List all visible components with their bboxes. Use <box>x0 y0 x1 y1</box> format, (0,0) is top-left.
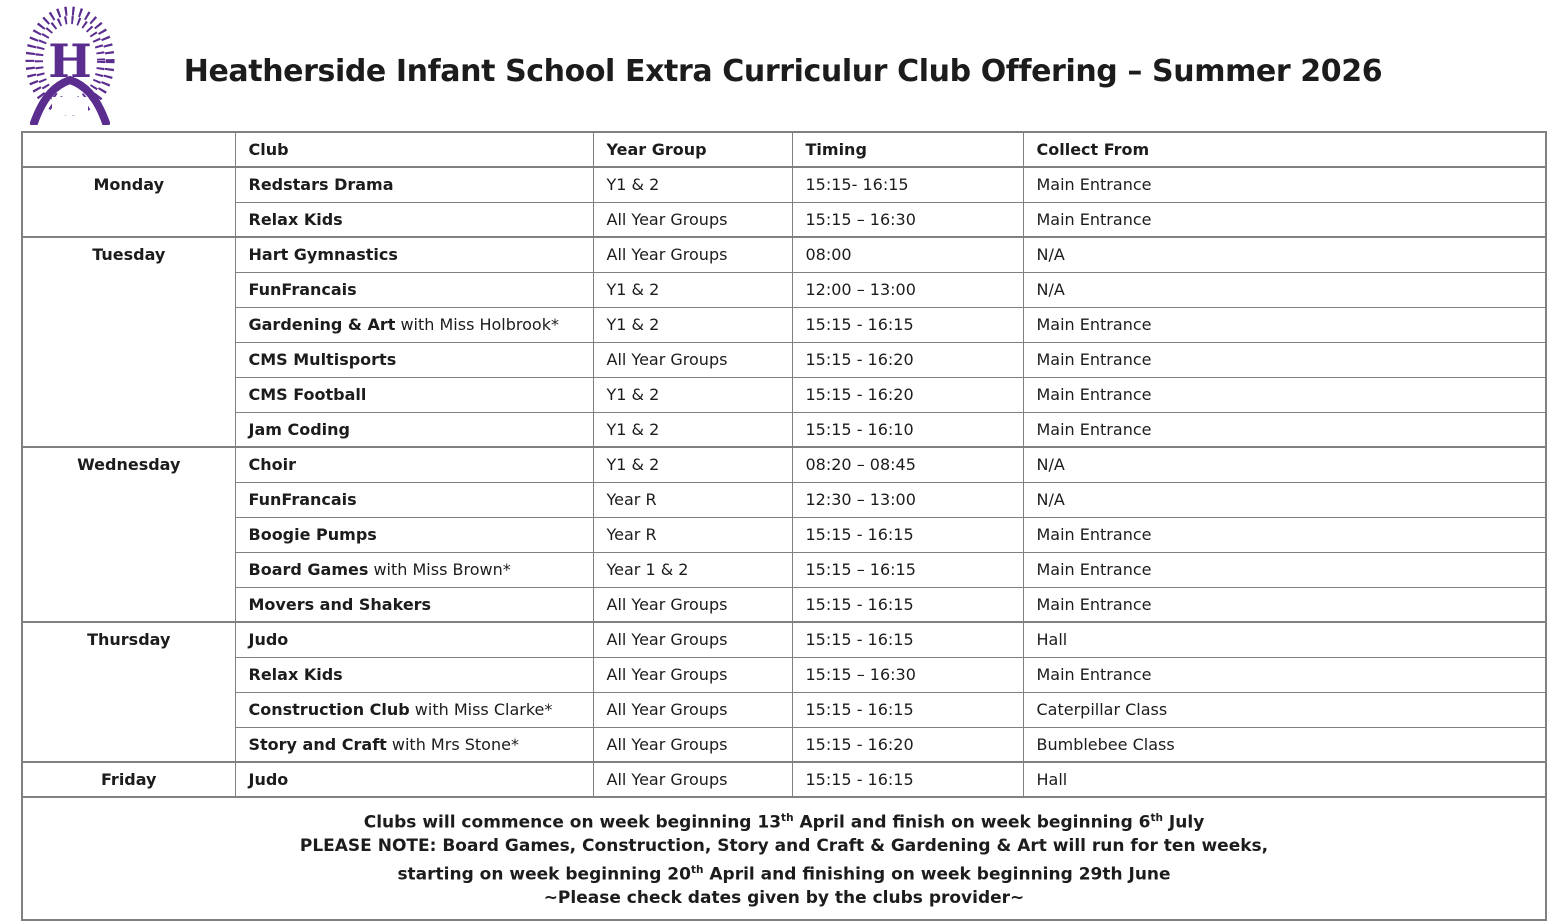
timing-cell: 15:15 - 16:10 <box>792 412 1023 447</box>
note-line-2: PLEASE NOTE: Board Games, Construction, Story and Craft & Gardening & Art will run for ten weeks, <box>299 836 1269 857</box>
club-note: with Miss Clarke* <box>409 700 553 719</box>
table-row <box>22 762 1546 797</box>
club-cell <box>235 202 593 237</box>
clubs-table <box>21 131 1547 921</box>
note-line-1 <box>33 807 1535 835</box>
club-note: with Mrs Stone* <box>386 734 519 754</box>
year-group-cell: Y1 & 2 <box>593 377 792 412</box>
table-row <box>22 447 1546 482</box>
timing-cell: 15:15 - 16:20 <box>792 342 1023 377</box>
club-name: Movers and Shakers <box>248 594 432 614</box>
timing-cell: 15:15 - 16:15 <box>792 587 1023 622</box>
column-header-day <box>22 132 235 167</box>
club-cell <box>235 482 593 517</box>
collect-from-cell: Hall <box>1023 622 1546 657</box>
year-group-cell: Y1 & 2 <box>593 307 792 342</box>
timing-cell: 15:15 - 16:15 <box>792 762 1023 797</box>
notes-cell <box>22 797 1546 920</box>
collect-from-cell: Main Entrance <box>1023 657 1546 692</box>
table-row <box>22 202 1546 237</box>
column-header-club: Club <box>235 132 593 167</box>
collect-from-cell: N/A <box>1023 482 1546 517</box>
timing-cell: 15:15 – 16:15 <box>792 552 1023 587</box>
club-cell <box>235 552 593 587</box>
collect-from-cell: Main Entrance <box>1023 377 1546 412</box>
club-cell <box>235 272 593 307</box>
club-cell <box>235 167 593 202</box>
table-row <box>22 307 1546 342</box>
year-group-cell: All Year Groups <box>593 237 792 272</box>
day-cell-tuesday: Tuesday <box>22 237 235 447</box>
ordinal-superscript: th <box>1150 812 1164 824</box>
year-group-cell: Year R <box>593 517 792 552</box>
collect-from-cell: Main Entrance <box>1023 202 1546 237</box>
year-group-cell: All Year Groups <box>593 727 792 762</box>
note-line-4: ~Please check dates given by the clubs provider~ <box>543 887 1025 908</box>
timing-cell: 08:00 <box>792 237 1023 272</box>
timing-cell: 15:15 - 16:15 <box>792 622 1023 657</box>
note-text: April and finishing on week beginning 29th June <box>703 864 1171 885</box>
column-header-timing: Timing <box>792 132 1023 167</box>
year-group-cell: Year 1 & 2 <box>593 552 792 587</box>
collect-from-cell: Main Entrance <box>1023 412 1546 447</box>
page-header <box>0 0 1566 131</box>
timing-cell: 15:15 - 16:20 <box>792 377 1023 412</box>
year-group-cell: Y1 & 2 <box>593 167 792 202</box>
club-name: Board Games <box>248 560 369 579</box>
club-name: FunFrancais <box>248 490 357 509</box>
club-name: CMS Football <box>248 385 367 404</box>
ordinal-superscript: th <box>781 812 794 824</box>
page-title: Heatherside Infant School Extra Curriculur Club Offering – Summer 2026 <box>183 54 1383 89</box>
club-name: Relax Kids <box>248 209 343 229</box>
timing-cell: 15:15 – 16:30 <box>792 202 1023 237</box>
note-text: Clubs will commence on week beginning 13 <box>363 812 782 833</box>
club-cell <box>235 377 593 412</box>
club-cell <box>235 237 593 272</box>
table-row <box>22 587 1546 622</box>
collect-from-cell: Main Entrance <box>1023 307 1546 342</box>
year-group-cell: Y1 & 2 <box>593 272 792 307</box>
year-group-cell: Y1 & 2 <box>593 412 792 447</box>
club-name: Jam Coding <box>248 419 351 439</box>
year-group-cell: Year R <box>593 482 792 517</box>
club-note: with Miss Holbrook* <box>395 315 559 334</box>
collect-from-cell: Caterpillar Class <box>1023 692 1546 727</box>
timing-cell: 08:20 – 08:45 <box>792 447 1023 482</box>
timing-cell: 12:30 – 13:00 <box>792 482 1023 517</box>
collect-from-cell: Main Entrance <box>1023 552 1546 587</box>
club-name: Story and Craft <box>248 734 387 754</box>
club-cell <box>235 307 593 342</box>
table-row <box>22 482 1546 517</box>
column-header-year-group: Year Group <box>593 132 792 167</box>
club-cell <box>235 657 593 692</box>
collect-from-cell: N/A <box>1023 237 1546 272</box>
year-group-cell: All Year Groups <box>593 342 792 377</box>
day-cell-thursday: Thursday <box>22 622 235 762</box>
year-group-cell: All Year Groups <box>593 202 792 237</box>
table-row <box>22 377 1546 412</box>
logo-letter: H <box>48 34 92 88</box>
collect-from-cell: Main Entrance <box>1023 342 1546 377</box>
club-cell <box>235 762 593 797</box>
table-row <box>22 167 1546 202</box>
collect-from-cell: N/A <box>1023 272 1546 307</box>
year-group-cell: Y1 & 2 <box>593 447 792 482</box>
timing-cell: 12:00 – 13:00 <box>792 272 1023 307</box>
year-group-cell: All Year Groups <box>593 762 792 797</box>
table-row <box>22 412 1546 447</box>
club-note: with Miss Brown* <box>368 560 511 579</box>
timing-cell: 15:15 – 16:30 <box>792 657 1023 692</box>
table-row <box>22 272 1546 307</box>
club-cell <box>235 517 593 552</box>
note-line-3 <box>33 859 1535 887</box>
club-cell <box>235 342 593 377</box>
club-name: Judo <box>248 630 289 650</box>
club-name: Judo <box>248 770 289 789</box>
note-text: July <box>1163 812 1205 833</box>
note-text: starting on week beginning 20 <box>397 864 691 885</box>
column-header-collect-from: Collect From <box>1023 132 1546 167</box>
club-name: Choir <box>248 455 296 475</box>
collect-from-cell: Hall <box>1023 762 1546 797</box>
timing-cell: 15:15 - 16:15 <box>792 307 1023 342</box>
collect-from-cell: Main Entrance <box>1023 517 1546 552</box>
day-cell-wednesday: Wednesday <box>22 447 235 622</box>
club-cell <box>235 412 593 447</box>
school-crest-icon <box>14 5 126 125</box>
year-group-cell: All Year Groups <box>593 657 792 692</box>
timing-cell: 15:15 - 16:20 <box>792 727 1023 762</box>
ordinal-superscript: th <box>690 863 704 876</box>
table-row <box>22 237 1546 272</box>
collect-from-cell: Main Entrance <box>1023 587 1546 622</box>
timing-cell: 15:15 - 16:15 <box>792 692 1023 727</box>
collect-from-cell: Bumblebee Class <box>1023 727 1546 762</box>
table-row <box>22 692 1546 727</box>
club-cell <box>235 692 593 727</box>
table-row <box>22 342 1546 377</box>
day-cell-friday: Friday <box>22 762 235 797</box>
club-cell <box>235 622 593 657</box>
collect-from-cell: Main Entrance <box>1023 167 1546 202</box>
year-group-cell: All Year Groups <box>593 622 792 657</box>
table-row <box>22 517 1546 552</box>
club-name: Relax Kids <box>248 665 343 684</box>
club-name: Gardening & Art <box>248 315 396 334</box>
day-cell-monday: Monday <box>22 167 235 237</box>
club-cell <box>235 727 593 762</box>
club-name: FunFrancais <box>248 280 357 299</box>
club-name: CMS Multisports <box>248 350 397 369</box>
table-row <box>22 622 1546 657</box>
club-cell <box>235 447 593 482</box>
header-row <box>22 132 1546 167</box>
club-cell <box>235 587 593 622</box>
year-group-cell: All Year Groups <box>593 692 792 727</box>
club-name: Construction Club <box>248 700 410 719</box>
table-row <box>22 727 1546 762</box>
year-group-cell: All Year Groups <box>593 587 792 622</box>
club-name: Boogie Pumps <box>248 525 377 544</box>
notes-row <box>22 797 1546 920</box>
timing-cell: 15:15- 16:15 <box>792 167 1023 202</box>
club-name: Redstars Drama <box>248 175 394 195</box>
note-text: April and finish on week beginning 6 <box>793 812 1151 833</box>
club-name: Hart Gymnastics <box>248 245 398 265</box>
collect-from-cell: N/A <box>1023 447 1546 482</box>
timing-cell: 15:15 - 16:15 <box>792 517 1023 552</box>
table-row <box>22 552 1546 587</box>
table-row <box>22 657 1546 692</box>
